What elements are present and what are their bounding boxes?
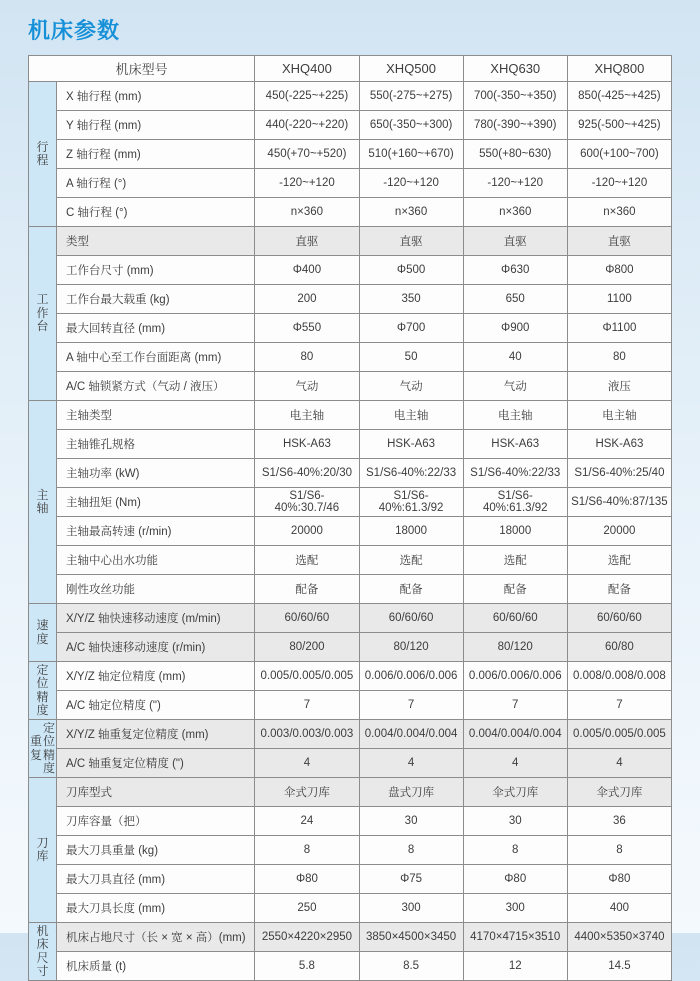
value-cell: 400 xyxy=(567,894,671,923)
value-cell: 气动 xyxy=(255,372,359,401)
value-cell: 80 xyxy=(567,343,671,372)
group-label-cell xyxy=(29,720,57,778)
row-label: 工作台最大载重 (kg) xyxy=(57,285,255,314)
value-cell: Φ800 xyxy=(567,256,671,285)
value-cell: 20000 xyxy=(255,517,359,546)
value-cell: 盘式刀库 xyxy=(359,778,463,807)
value-cell: 510(+160~+670) xyxy=(359,140,463,169)
value-cell: 8 xyxy=(359,836,463,865)
value-cell: n×360 xyxy=(255,198,359,227)
row-label: 刀库容量（把） xyxy=(57,807,255,836)
value-cell: n×360 xyxy=(463,198,567,227)
table-row xyxy=(29,633,672,662)
value-cell: 4400×5350×3740 xyxy=(567,923,671,952)
value-cell: -120~+120 xyxy=(359,169,463,198)
table-row xyxy=(29,401,672,430)
group-label-cell xyxy=(29,604,57,662)
table-row xyxy=(29,662,672,691)
value-cell: HSK-A63 xyxy=(359,430,463,459)
table-row xyxy=(29,604,672,633)
row-label: X 轴行程 (mm) xyxy=(57,82,255,111)
value-cell: 8 xyxy=(567,836,671,865)
value-cell: n×360 xyxy=(359,198,463,227)
value-cell: Φ80 xyxy=(255,865,359,894)
value-cell: 200 xyxy=(255,285,359,314)
value-cell: 直驱 xyxy=(463,227,567,256)
value-cell: S1/S6-40%:61.3/92 xyxy=(463,488,567,517)
value-cell: HSK-A63 xyxy=(567,430,671,459)
table-row xyxy=(29,169,672,198)
value-cell: S1/S6-40%:25/40 xyxy=(567,459,671,488)
row-label: A/C 轴锁紧方式（气动 / 液压） xyxy=(57,372,255,401)
group-label: 重 复 定 位 精 度 xyxy=(30,720,56,775)
value-cell: 440(-220~+220) xyxy=(255,111,359,140)
value-cell: 0.004/0.004/0.004 xyxy=(463,720,567,749)
value-cell: 配备 xyxy=(255,575,359,604)
value-cell: 选配 xyxy=(255,546,359,575)
table-row xyxy=(29,546,672,575)
value-cell: 8 xyxy=(255,836,359,865)
value-cell: 8.5 xyxy=(359,952,463,981)
value-cell: Φ80 xyxy=(567,865,671,894)
group-label-cell xyxy=(29,82,57,227)
value-cell: 550(+80~630) xyxy=(463,140,567,169)
row-label: 主轴扭矩 (Nm) xyxy=(57,488,255,517)
row-label: 主轴功率 (kW) xyxy=(57,459,255,488)
row-label: A/C 轴快速移动速度 (r/min) xyxy=(57,633,255,662)
value-cell: -120~+120 xyxy=(567,169,671,198)
row-label: X/Y/Z 轴定位精度 (mm) xyxy=(57,662,255,691)
value-cell: 配备 xyxy=(463,575,567,604)
value-cell: S1/S6-40%:20/30 xyxy=(255,459,359,488)
value-cell: 伞式刀库 xyxy=(463,778,567,807)
value-cell: 4 xyxy=(463,749,567,778)
row-label: 最大刀具直径 (mm) xyxy=(57,865,255,894)
row-label: Y 轴行程 (mm) xyxy=(57,111,255,140)
group-label-cell xyxy=(29,401,57,604)
value-cell: 80 xyxy=(255,343,359,372)
value-cell: 60/60/60 xyxy=(359,604,463,633)
value-cell: 0.008/0.008/0.008 xyxy=(567,662,671,691)
table-row xyxy=(29,865,672,894)
row-label: 主轴锥孔规格 xyxy=(57,430,255,459)
value-cell: 30 xyxy=(463,807,567,836)
group-label: 工 作 台 xyxy=(36,292,49,334)
value-cell: 电主轴 xyxy=(463,401,567,430)
row-label: 刚性攻丝功能 xyxy=(57,575,255,604)
value-cell: 直驱 xyxy=(567,227,671,256)
value-cell: 250 xyxy=(255,894,359,923)
model-header-label: 机床型号 xyxy=(29,56,255,82)
table-row xyxy=(29,807,672,836)
row-label: 最大刀具重量 (kg) xyxy=(57,836,255,865)
row-label: A/C 轴定位精度 (") xyxy=(57,691,255,720)
value-cell: 气动 xyxy=(463,372,567,401)
value-cell: 780(-390~+390) xyxy=(463,111,567,140)
value-cell: 50 xyxy=(359,343,463,372)
value-cell: 40 xyxy=(463,343,567,372)
value-cell: 7 xyxy=(359,691,463,720)
group-label-cell xyxy=(29,778,57,923)
value-cell: Φ400 xyxy=(255,256,359,285)
value-cell: 配备 xyxy=(567,575,671,604)
value-cell: Φ80 xyxy=(463,865,567,894)
value-cell: 18000 xyxy=(359,517,463,546)
value-cell: 350 xyxy=(359,285,463,314)
value-cell: 选配 xyxy=(567,546,671,575)
value-cell: 伞式刀库 xyxy=(255,778,359,807)
value-cell: 60/60/60 xyxy=(567,604,671,633)
row-label: 主轴中心出水功能 xyxy=(57,546,255,575)
value-cell: 气动 xyxy=(359,372,463,401)
table-row xyxy=(29,778,672,807)
row-label: A 轴行程 (°) xyxy=(57,169,255,198)
value-cell: 直驱 xyxy=(359,227,463,256)
value-cell: 直驱 xyxy=(255,227,359,256)
value-cell: Φ500 xyxy=(359,256,463,285)
value-cell: 550(-275~+275) xyxy=(359,82,463,111)
value-cell: n×360 xyxy=(567,198,671,227)
value-cell: HSK-A63 xyxy=(463,430,567,459)
table-row xyxy=(29,923,672,952)
value-cell: 8 xyxy=(463,836,567,865)
value-cell: 650 xyxy=(463,285,567,314)
table-row xyxy=(29,140,672,169)
machine-params-table xyxy=(28,55,672,981)
row-label: 类型 xyxy=(57,227,255,256)
value-cell: 20000 xyxy=(567,517,671,546)
table-row xyxy=(29,82,672,111)
value-cell: 60/60/60 xyxy=(463,604,567,633)
table-row xyxy=(29,720,672,749)
value-cell: 4 xyxy=(567,749,671,778)
row-label: 工作台尺寸 (mm) xyxy=(57,256,255,285)
value-cell: Φ900 xyxy=(463,314,567,343)
value-cell: 4 xyxy=(255,749,359,778)
value-cell: 伞式刀库 xyxy=(567,778,671,807)
row-label: 刀库型式 xyxy=(57,778,255,807)
value-cell: 300 xyxy=(463,894,567,923)
value-cell: -120~+120 xyxy=(255,169,359,198)
value-cell: S1/S6-40%:22/33 xyxy=(359,459,463,488)
row-label: 机床质量 (t) xyxy=(57,952,255,981)
value-cell: 液压 xyxy=(567,372,671,401)
value-cell: 600(+100~700) xyxy=(567,140,671,169)
table-row xyxy=(29,691,672,720)
value-cell: 选配 xyxy=(463,546,567,575)
row-label: X/Y/Z 轴快速移动速度 (m/min) xyxy=(57,604,255,633)
row-label: A 轴中心至工作台面距离 (mm) xyxy=(57,343,255,372)
value-cell: 0.005/0.005/0.005 xyxy=(567,720,671,749)
value-cell: 450(+70~+520) xyxy=(255,140,359,169)
group-label-cell xyxy=(29,923,57,981)
value-cell: 电主轴 xyxy=(359,401,463,430)
table-row xyxy=(29,372,672,401)
value-cell: 2550×4220×2950 xyxy=(255,923,359,952)
row-label: C 轴行程 (°) xyxy=(57,198,255,227)
value-cell: 4170×4715×3510 xyxy=(463,923,567,952)
value-cell: 7 xyxy=(255,691,359,720)
value-cell: 1100 xyxy=(567,285,671,314)
table-row xyxy=(29,111,672,140)
table-row xyxy=(29,517,672,546)
group-label: 速 度 xyxy=(36,618,49,646)
value-cell: Φ550 xyxy=(255,314,359,343)
value-cell: 7 xyxy=(567,691,671,720)
table-row xyxy=(29,285,672,314)
value-cell: 选配 xyxy=(359,546,463,575)
table-row xyxy=(29,227,672,256)
row-label: 机床占地尺寸（长 × 宽 × 高）(mm) xyxy=(57,923,255,952)
page-title: 机床参数 xyxy=(28,18,121,43)
row-label: 主轴类型 xyxy=(57,401,255,430)
header-row xyxy=(29,56,672,82)
value-cell: 60/80 xyxy=(567,633,671,662)
value-cell: 0.006/0.006/0.006 xyxy=(359,662,463,691)
value-cell: S1/S6-40%:22/33 xyxy=(463,459,567,488)
value-cell: 850(-425~+425) xyxy=(567,82,671,111)
value-cell: 650(-350~+300) xyxy=(359,111,463,140)
value-cell: 80/120 xyxy=(359,633,463,662)
value-cell: Φ1100 xyxy=(567,314,671,343)
value-cell: 60/60/60 xyxy=(255,604,359,633)
value-cell: 925(-500~+425) xyxy=(567,111,671,140)
row-label: 最大刀具长度 (mm) xyxy=(57,894,255,923)
value-cell: 24 xyxy=(255,807,359,836)
group-label: 定 位 精 度 xyxy=(36,662,49,717)
value-cell: 配备 xyxy=(359,575,463,604)
table-row xyxy=(29,314,672,343)
value-cell: HSK-A63 xyxy=(255,430,359,459)
value-cell: 80/200 xyxy=(255,633,359,662)
value-cell: 14.5 xyxy=(567,952,671,981)
group-label: 刀 库 xyxy=(36,835,49,863)
value-cell: 3850×4500×3450 xyxy=(359,923,463,952)
value-cell: 5.8 xyxy=(255,952,359,981)
table-row xyxy=(29,430,672,459)
value-cell: 0.005/0.005/0.005 xyxy=(255,662,359,691)
value-cell: Φ700 xyxy=(359,314,463,343)
value-cell: 电主轴 xyxy=(567,401,671,430)
table-row xyxy=(29,749,672,778)
table-row xyxy=(29,343,672,372)
table-row xyxy=(29,459,672,488)
model-column-xhq400: XHQ400 xyxy=(255,56,359,82)
value-cell: 18000 xyxy=(463,517,567,546)
model-column-xhq500: XHQ500 xyxy=(359,56,463,82)
row-label: A/C 轴重复定位精度 (") xyxy=(57,749,255,778)
table-row xyxy=(29,836,672,865)
value-cell: -120~+120 xyxy=(463,169,567,198)
table-header xyxy=(29,56,672,82)
table-body xyxy=(29,82,672,981)
model-column-xhq800: XHQ800 xyxy=(567,56,671,82)
group-label: 机 床 尺 寸 xyxy=(36,923,49,978)
value-cell: 36 xyxy=(567,807,671,836)
value-cell: S1/S6-40%:87/135 xyxy=(567,488,671,517)
model-column-xhq630: XHQ630 xyxy=(463,56,567,82)
table-row xyxy=(29,198,672,227)
value-cell: 4 xyxy=(359,749,463,778)
row-label: Z 轴行程 (mm) xyxy=(57,140,255,169)
row-label: 最大回转直径 (mm) xyxy=(57,314,255,343)
value-cell: 300 xyxy=(359,894,463,923)
row-label: 主轴最高转速 (r/min) xyxy=(57,517,255,546)
value-cell: 700(-350~+350) xyxy=(463,82,567,111)
row-label: X/Y/Z 轴重复定位精度 (mm) xyxy=(57,720,255,749)
group-label: 行 程 xyxy=(36,139,49,167)
table-row xyxy=(29,256,672,285)
value-cell: S1/S6-40%:61.3/92 xyxy=(359,488,463,517)
table-row xyxy=(29,894,672,923)
value-cell: Φ630 xyxy=(463,256,567,285)
value-cell: 30 xyxy=(359,807,463,836)
table-row xyxy=(29,952,672,981)
value-cell: 7 xyxy=(463,691,567,720)
value-cell: 80/120 xyxy=(463,633,567,662)
value-cell: 0.003/0.003/0.003 xyxy=(255,720,359,749)
table-row xyxy=(29,575,672,604)
value-cell: 0.004/0.004/0.004 xyxy=(359,720,463,749)
group-label-cell xyxy=(29,227,57,401)
value-cell: Φ75 xyxy=(359,865,463,894)
value-cell: 0.006/0.006/0.006 xyxy=(463,662,567,691)
value-cell: 12 xyxy=(463,952,567,981)
group-label-cell xyxy=(29,662,57,720)
table-row xyxy=(29,488,672,517)
value-cell: 电主轴 xyxy=(255,401,359,430)
group-label: 主 轴 xyxy=(36,487,49,515)
value-cell: S1/S6-40%:30.7/46 xyxy=(255,488,359,517)
value-cell: 450(-225~+225) xyxy=(255,82,359,111)
